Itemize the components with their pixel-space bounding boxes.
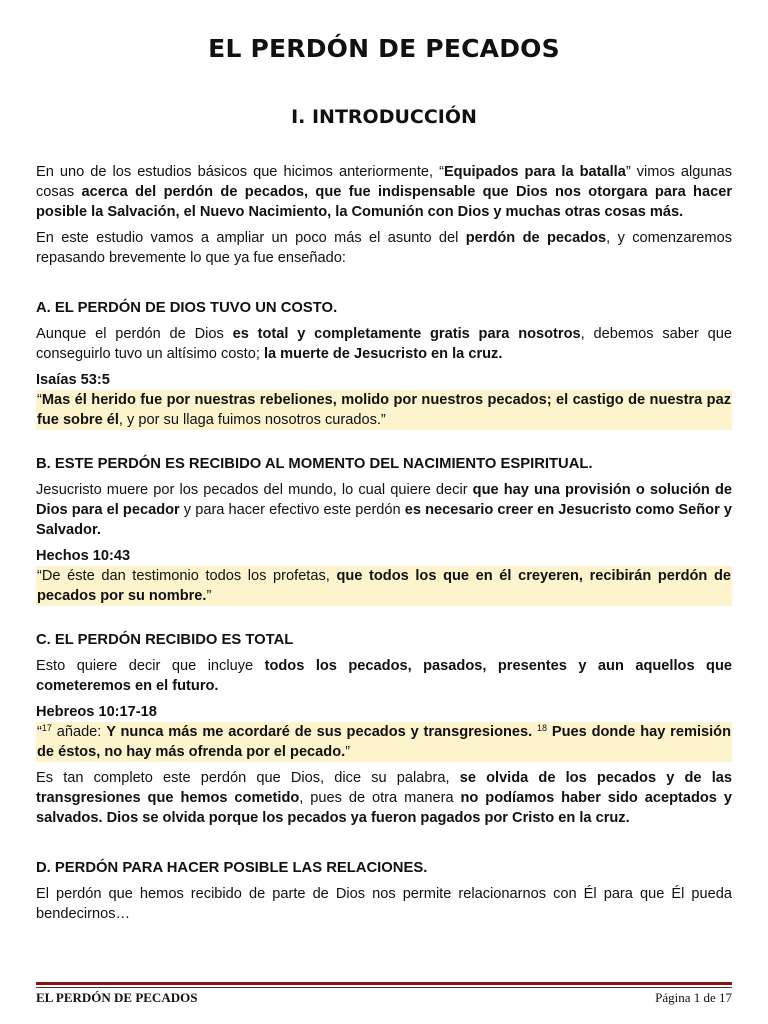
text-run: perdón de pecados [465, 230, 607, 246]
intro-paragraph-1 [36, 162, 732, 222]
text-run: es necesario creer en Jesucristo como Señor y Salvador. [36, 502, 732, 538]
text-run: Y nunca más me acordaré de sus pecados y transgresiones. [106, 724, 538, 740]
text-run: Aunque el perdón de Dios [36, 326, 233, 342]
text-run: “ [37, 392, 42, 408]
text-run: ” [345, 744, 351, 760]
section-b-reference: Hechos 10:43 [36, 548, 131, 564]
text-run: , debemos saber que conseguirlo tuvo un altísimo costo; [36, 326, 732, 362]
section-b-verse [36, 566, 732, 606]
section-a-heading: A. EL PERDÓN DE DIOS TUVO UN COSTO. [36, 300, 338, 316]
footer-rule-thin [36, 987, 732, 988]
text-run: “De éste dan testimonio todos los profetas, [37, 568, 337, 584]
section-b-heading: B. ESTE PERDÓN ES RECIBIDO AL MOMENTO DEL NACIMIENTO ESPIRITUAL. [36, 456, 593, 472]
text-run: Equipados para la batalla [443, 164, 626, 180]
text-run: que todos los que en él creyeren, recibirán perdón de pecados por su nombre. [37, 568, 731, 604]
text-run: , y comenzaremos repasando brevemente lo que ya fue enseñado: [36, 230, 732, 266]
text-run: Jesucristo muere por los pecados del mundo, lo cual quiere decir [36, 482, 473, 498]
text-run: todos los pecados, pasados, presentes y aun aquellos que cometeremos en el futuro. [36, 658, 732, 694]
page-footer [36, 990, 732, 1006]
text-run: ” vimos algunas cosas [36, 164, 732, 200]
text-run: la muerte de Jesucristo en la cruz. [263, 346, 503, 362]
section-title: I. INTRODUCCIÓN [291, 106, 477, 128]
text-run: ” [206, 588, 212, 604]
section-d-paragraph [36, 884, 732, 924]
section-d-heading: D. PERDÓN PARA HACER POSIBLE LAS RELACIONES. [36, 860, 428, 876]
text-run: es total y completamente gratis para nosotros [232, 326, 581, 342]
section-b-paragraph [36, 480, 732, 540]
section-c-paragraph-2 [36, 768, 732, 828]
section-a-verse [36, 390, 732, 430]
section-c-verse [36, 722, 732, 762]
text-run: Es tan completo este perdón que Dios, dice su palabra, [36, 770, 460, 786]
text-run: añade: [51, 724, 107, 740]
text-run: se olvida de los pecados y de las transgresiones que hemos cometido [36, 770, 732, 806]
document-body [36, 162, 732, 930]
text-run: Esto quiere decir que incluye [36, 658, 265, 674]
text-run: acerca del perdón de pecados, que fue indispensable que Dios nos otorgara para hacer posible la Salvación, el Nuevo Nacimiento, la Comunión con Dios y muchas otras cosas más. [36, 184, 732, 220]
text-run: En uno de los estudios básicos que hicimos anteriormente, “ [36, 164, 444, 180]
section-c-reference: Hebreos 10:17-18 [36, 704, 157, 720]
footer-rule [36, 982, 732, 985]
text-run: Pues donde hay remisión de éstos, no hay más ofrenda por el pecado. [37, 724, 731, 760]
text-run: Mas él herido fue por nuestras rebeliones, molido por nuestros pecados; el castigo de nuestra paz fue sobre él [37, 392, 731, 428]
footer-title: EL PERDÓN DE PECADOS [36, 990, 198, 1005]
intro-paragraph-2 [36, 228, 732, 268]
verse-number: 17 [41, 723, 52, 733]
text-run: no podíamos haber sido aceptados y salvados. Dios se olvida porque los pecados ya fueron pagados por Cristo en la cruz. [36, 790, 732, 826]
text-run: y para hacer efectivo este perdón [179, 502, 405, 518]
verse-number: 18 [537, 723, 548, 733]
text-run: , y por su llaga fuimos nosotros curados.” [118, 412, 386, 428]
text-run: que hay una provisión o solución de Dios para el pecador [36, 482, 732, 518]
text-run: En este estudio vamos a ampliar un poco más el asunto del [36, 230, 466, 246]
text-run: El perdón que hemos recibido de parte de Dios nos permite relacionarnos con Él para que Él pueda bendecirnos… [36, 886, 732, 922]
section-c-heading: C. EL PERDÓN RECIBIDO ES TOTAL [36, 632, 294, 648]
text-run: , pues de otra manera [299, 790, 461, 806]
section-a-reference: Isaías 53:5 [36, 372, 110, 388]
document-title: EL PERDÓN DE PECADOS [208, 34, 560, 63]
section-c-paragraph [36, 656, 732, 696]
page-number: Página 1 de 17 [655, 990, 732, 1005]
section-a-paragraph [36, 324, 732, 364]
text-run: “ [37, 724, 42, 740]
